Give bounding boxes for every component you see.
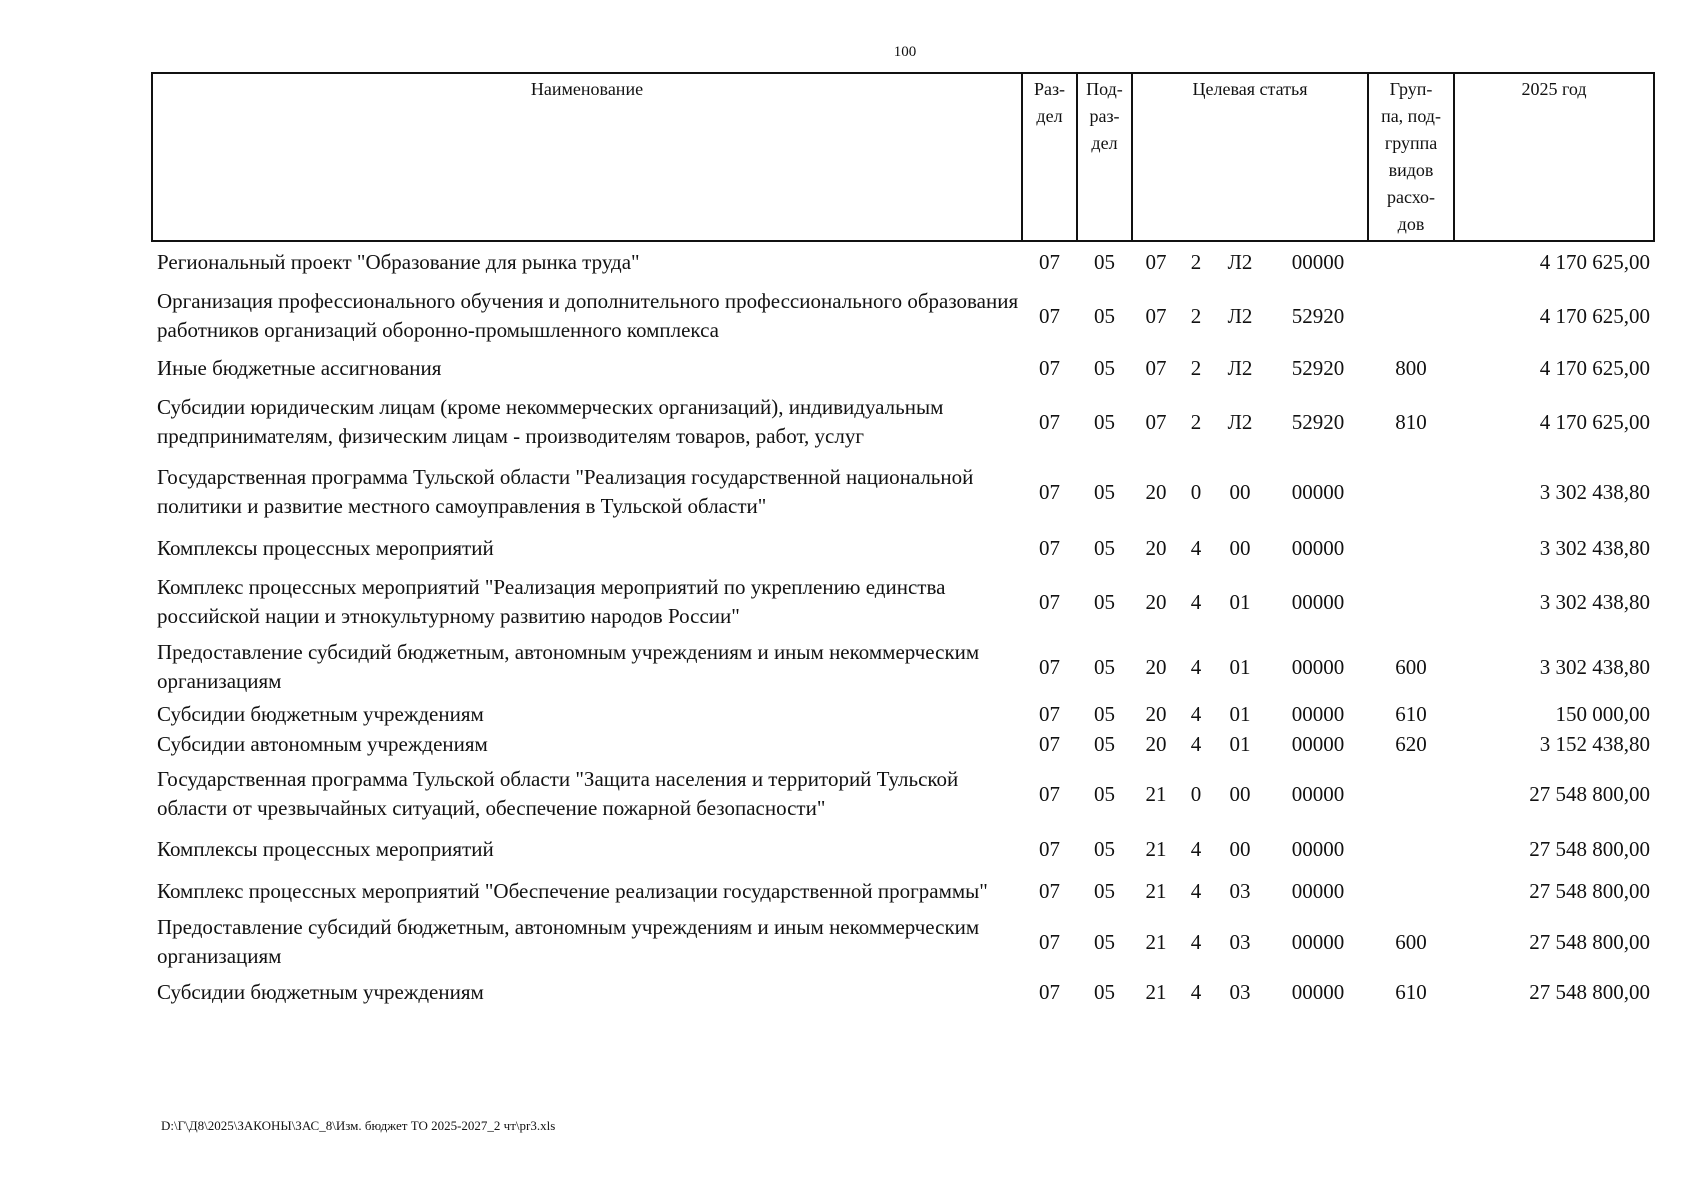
page-number: 100	[893, 44, 917, 60]
table-row	[152, 283, 1654, 349]
header-year: 2025 год	[1454, 73, 1654, 241]
row-target-program: 20	[1145, 654, 1167, 679]
row-expense-group	[1368, 759, 1454, 829]
table-row	[152, 699, 1654, 729]
row-target-direction: 00000	[1291, 535, 1345, 560]
row-name: Иные бюджетные ассигнования	[157, 355, 442, 380]
footer-file-path: D:\Г\Д8\2025\ЗАКОНЫ\ЗАС_8\Изм. бюджет ТО 2025-2027_2 чт\pr3.xls	[161, 1118, 556, 1133]
row-name: Организация профессионального обучения и дополнительного профессионального образования работников организаций оборонно-промышленного комплекса	[157, 289, 1019, 342]
row-podrazdel: 05	[1094, 303, 1115, 328]
header-name: Наименование	[152, 73, 1022, 241]
row-expense-group: 610	[1395, 701, 1427, 726]
row-target-program: 07	[1145, 409, 1167, 434]
row-podrazdel: 05	[1094, 836, 1115, 861]
table-row	[152, 971, 1654, 1013]
row-amount: 3 302 438,80	[1539, 654, 1651, 679]
row-name: Предоставление субсидий бюджетным, автономным учреждениям и иным некоммерческим организациям	[157, 915, 980, 968]
row-target-direction: 00000	[1291, 781, 1345, 806]
row-expense-group	[1368, 241, 1454, 283]
table-row	[152, 759, 1654, 829]
row-target-subprogram: 03	[1229, 878, 1251, 903]
row-target-type: 2	[1190, 250, 1202, 274]
row-target-direction: 52920	[1291, 355, 1345, 380]
row-podrazdel: 05	[1094, 731, 1115, 756]
row-target-type: 4	[1190, 731, 1202, 756]
table-row	[152, 869, 1654, 913]
row-target-subprogram: Л2	[1227, 250, 1253, 274]
row-expense-group: 800	[1395, 355, 1427, 380]
row-target-program: 21	[1145, 781, 1167, 806]
row-target-direction: 00000	[1291, 929, 1345, 954]
row-podrazdel: 05	[1094, 979, 1115, 1004]
table-row	[152, 387, 1654, 457]
row-expense-group: 620	[1395, 731, 1427, 756]
row-razdel: 07	[1039, 479, 1060, 504]
row-target-program: 21	[1145, 878, 1167, 903]
header-razdel: Раз- дел	[1022, 73, 1077, 241]
row-target-type: 4	[1190, 701, 1202, 726]
row-name: Комплексы процессных мероприятий	[157, 535, 494, 560]
row-target-type: 4	[1190, 929, 1202, 954]
row-target-program: 20	[1145, 701, 1167, 726]
row-expense-group	[1368, 527, 1454, 569]
row-expense-group	[1368, 869, 1454, 913]
row-target-subprogram: Л2	[1227, 355, 1253, 380]
row-amount: 27 548 800,00	[1529, 929, 1651, 954]
row-razdel: 07	[1039, 836, 1060, 861]
row-amount: 3 302 438,80	[1539, 589, 1651, 614]
row-podrazdel: 05	[1094, 701, 1115, 726]
row-target-type: 4	[1190, 979, 1202, 1004]
row-target-program: 07	[1145, 355, 1167, 380]
row-target-subprogram: 01	[1229, 731, 1251, 756]
row-target-direction: 00000	[1291, 701, 1345, 726]
row-razdel: 07	[1039, 535, 1060, 560]
table-row	[152, 349, 1654, 387]
row-target-program: 07	[1145, 303, 1167, 328]
row-target-program: 20	[1145, 731, 1167, 756]
row-name: Комплексы процессных мероприятий	[157, 836, 494, 861]
row-podrazdel: 05	[1094, 878, 1115, 903]
row-target-direction: 00000	[1291, 878, 1345, 903]
header-group: Груп- па, под- группа видов расхо- дов	[1368, 73, 1454, 241]
row-amount: 150 000,00	[1555, 701, 1651, 726]
row-podrazdel: 05	[1094, 355, 1115, 380]
row-amount: 27 548 800,00	[1529, 878, 1651, 903]
row-razdel: 07	[1039, 701, 1060, 726]
row-amount: 3 302 438,80	[1539, 535, 1651, 560]
row-target-program: 20	[1145, 479, 1167, 504]
row-target-type: 0	[1190, 479, 1202, 504]
row-target-subprogram: Л2	[1227, 409, 1253, 434]
row-razdel: 07	[1039, 589, 1060, 614]
row-target-subprogram: Л2	[1227, 303, 1253, 328]
row-podrazdel: 05	[1094, 535, 1115, 560]
header-row	[152, 73, 1654, 241]
row-podrazdel: 05	[1094, 479, 1115, 504]
row-target-subprogram: 00	[1229, 781, 1251, 806]
row-podrazdel: 05	[1094, 654, 1115, 679]
row-target-program: 20	[1145, 535, 1167, 560]
row-target-direction: 00000	[1291, 654, 1345, 679]
row-target-program: 21	[1145, 836, 1167, 861]
row-target-program: 21	[1145, 929, 1167, 954]
table-row	[152, 729, 1654, 759]
row-podrazdel: 05	[1094, 589, 1115, 614]
row-target-direction: 52920	[1291, 409, 1345, 434]
row-name: Субсидии бюджетным учреждениям	[157, 701, 484, 726]
row-target-subprogram: 01	[1229, 589, 1251, 614]
row-podrazdel: 05	[1094, 781, 1115, 806]
row-amount: 4 170 625,00	[1539, 250, 1651, 274]
table-row	[152, 569, 1654, 635]
row-target-type: 2	[1190, 355, 1202, 380]
table-row	[152, 913, 1654, 971]
row-amount: 27 548 800,00	[1529, 781, 1651, 806]
row-name: Субсидии бюджетным учреждениям	[157, 979, 484, 1004]
row-name: Комплекс процессных мероприятий "Реализация мероприятий по укреплению единства российской нации и этнокультурному развитию народов России"	[157, 575, 946, 628]
row-razdel: 07	[1039, 303, 1060, 328]
row-podrazdel: 05	[1094, 929, 1115, 954]
row-razdel: 07	[1039, 250, 1060, 274]
row-amount: 4 170 625,00	[1539, 355, 1651, 380]
row-expense-group	[1368, 457, 1454, 527]
row-target-direction: 52920	[1291, 303, 1345, 328]
row-expense-group: 600	[1395, 654, 1427, 679]
table-row	[152, 527, 1654, 569]
row-target-subprogram: 00	[1229, 535, 1251, 560]
row-target-subprogram: 00	[1229, 836, 1251, 861]
row-razdel: 07	[1039, 654, 1060, 679]
row-target-type: 4	[1190, 589, 1202, 614]
row-razdel: 07	[1039, 979, 1060, 1004]
row-name: Субсидии юридическим лицам (кроме некоммерческих организаций), индивидуальным предпринимателям, физическим лицам - производителям товаров, работ, услуг	[157, 395, 944, 448]
row-target-type: 4	[1190, 878, 1202, 903]
row-target-direction: 00000	[1291, 836, 1345, 861]
row-target-direction: 00000	[1291, 589, 1345, 614]
row-amount: 3 152 438,80	[1539, 731, 1651, 756]
table-row	[152, 457, 1654, 527]
row-target-type: 2	[1190, 409, 1202, 434]
row-target-direction: 00000	[1291, 979, 1345, 1004]
row-target-direction: 00000	[1291, 479, 1345, 504]
row-amount: 27 548 800,00	[1529, 836, 1651, 861]
row-expense-group: 810	[1395, 409, 1427, 434]
row-target-program: 21	[1145, 979, 1167, 1004]
row-expense-group: 600	[1395, 929, 1427, 954]
row-target-subprogram: 03	[1229, 929, 1251, 954]
row-name: Субсидии автономным учреждениям	[157, 731, 488, 756]
row-amount: 27 548 800,00	[1529, 979, 1651, 1004]
row-target-subprogram: 01	[1229, 654, 1251, 679]
row-razdel: 07	[1039, 355, 1060, 380]
row-name: Государственная программа Тульской области "Защита населения и территорий Тульской области от чрезвычайных ситуаций, обеспечение пожарной безопасности"	[157, 767, 959, 820]
row-expense-group	[1368, 569, 1454, 635]
header-podrazdel: Под- раз- дел	[1077, 73, 1132, 241]
row-target-direction: 00000	[1291, 250, 1345, 274]
row-razdel: 07	[1039, 409, 1060, 434]
table-row	[152, 829, 1654, 869]
row-name: Комплекс процессных мероприятий "Обеспечение реализации государственной программы"	[157, 878, 988, 903]
row-target-type: 2	[1190, 303, 1202, 328]
row-target-program: 07	[1145, 250, 1167, 274]
header-target: Целевая статья	[1132, 73, 1368, 241]
row-podrazdel: 05	[1094, 250, 1115, 274]
row-razdel: 07	[1039, 781, 1060, 806]
row-podrazdel: 05	[1094, 409, 1115, 434]
row-expense-group: 610	[1395, 979, 1427, 1004]
row-name: Государственная программа Тульской области "Реализация государственной национальной политики и развитие местного самоуправления в Тульской области"	[157, 465, 974, 518]
table-row	[152, 635, 1654, 699]
row-target-subprogram: 03	[1229, 979, 1251, 1004]
row-target-subprogram: 00	[1229, 479, 1251, 504]
row-razdel: 07	[1039, 731, 1060, 756]
row-amount: 3 302 438,80	[1539, 479, 1651, 504]
row-target-type: 0	[1190, 781, 1202, 806]
row-expense-group	[1368, 283, 1454, 349]
table-body	[152, 241, 1654, 1013]
row-name: Региональный проект "Образование для рынка труда"	[157, 250, 640, 274]
row-target-type: 4	[1190, 535, 1202, 560]
row-razdel: 07	[1039, 929, 1060, 954]
row-target-type: 4	[1190, 836, 1202, 861]
row-target-direction: 00000	[1291, 731, 1345, 756]
budget-table	[151, 72, 1655, 1013]
table-row	[152, 241, 1654, 283]
row-amount: 4 170 625,00	[1539, 303, 1651, 328]
row-razdel: 07	[1039, 878, 1060, 903]
row-name: Предоставление субсидий бюджетным, автономным учреждениям и иным некоммерческим организациям	[157, 640, 980, 693]
row-amount: 4 170 625,00	[1539, 409, 1651, 434]
row-target-type: 4	[1190, 654, 1202, 679]
row-target-subprogram: 01	[1229, 701, 1251, 726]
row-target-program: 20	[1145, 589, 1167, 614]
row-expense-group	[1368, 829, 1454, 869]
